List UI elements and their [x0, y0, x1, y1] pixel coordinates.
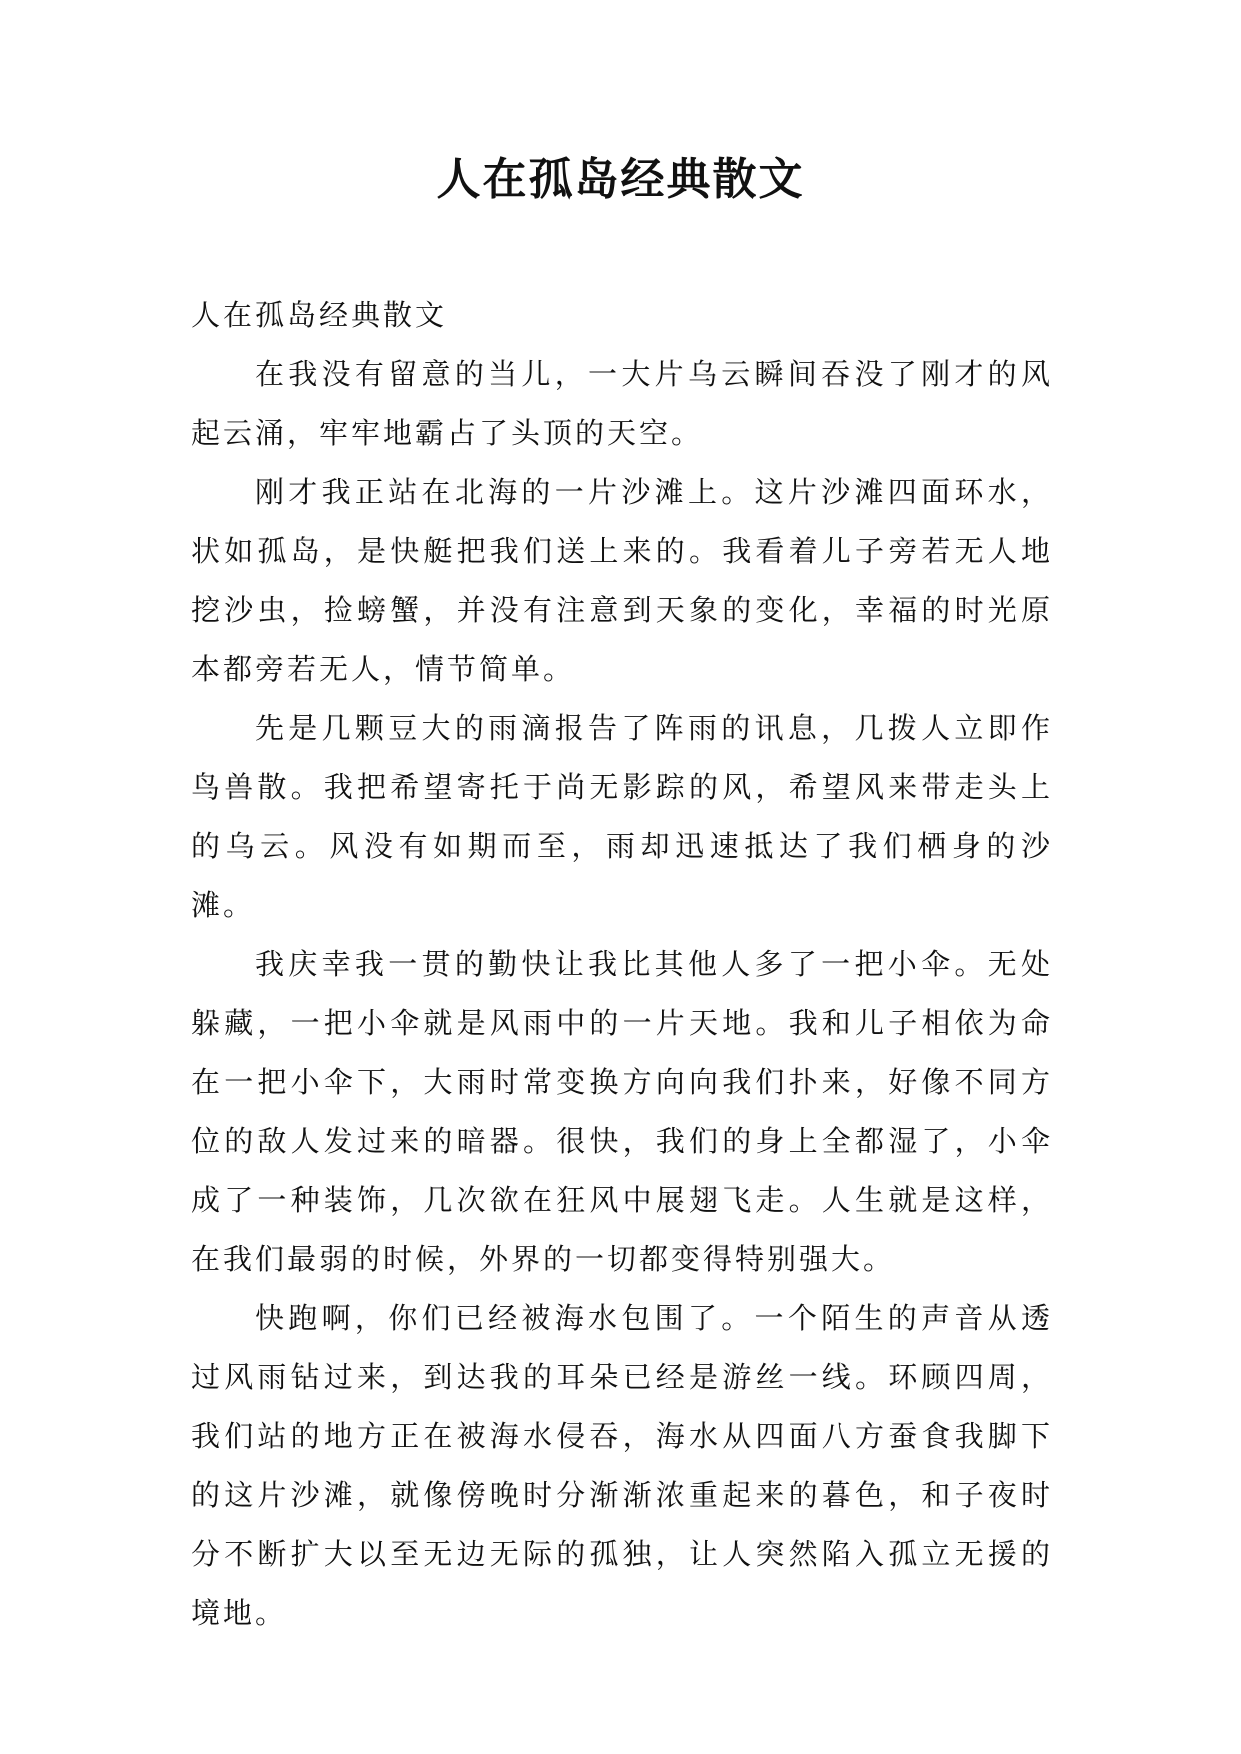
document-subtitle: 人在孤岛经典散文 — [191, 298, 448, 332]
paragraph: 快跑啊，你们已经被海水包围了。一个陌生的声音从透过风雨钻过来，到达我的耳朵已经是游丝一线。环顾四周，我们站的地方正在被海水侵吞，海水从四面八方蚕食我脚下的这片沙滩，就像傍晚时分渐渐浓重起来的暮色，和子夜时分不断扩大以至无边无际的孤独，让人突然陷入孤立无援的境地。 — [191, 1301, 1053, 1630]
document-body — [191, 286, 1053, 1643]
paragraph: 先是几颗豆大的雨滴报告了阵雨的讯息，几拨人立即作鸟兽散。我把希望寄托于尚无影踪的风，希望风来带走头上的乌云。风没有如期而至，雨却迅速抵达了我们栖身的沙滩。 — [191, 711, 1053, 922]
paragraph: 在我没有留意的当儿，一大片乌云瞬间吞没了刚才的风起云涌，牢牢地霸占了头顶的天空。 — [191, 357, 1053, 450]
paragraph: 刚才我正站在北海的一片沙滩上。这片沙滩四面环水，状如孤岛，是快艇把我们送上来的。我看着儿子旁若无人地挖沙虫，捡螃蟹，并没有注意到天象的变化，幸福的时光原本都旁若无人，情节简单。 — [191, 475, 1053, 686]
page-title: 人在孤岛经典散文 — [436, 154, 805, 205]
paragraph: 我庆幸我一贯的勤快让我比其他人多了一把小伞。无处躲藏，一把小伞就是风雨中的一片天地。我和儿子相依为命在一把小伞下，大雨时常变换方向向我们扑来，好像不同方位的敌人发过来的暗器。很快，我们的身上全都湿了，小伞成了一种装饰，几次欲在狂风中展翅飞走。人生就是这样，在我们最弱的时候，外界的一切都变得特别强大。 — [191, 947, 1053, 1276]
